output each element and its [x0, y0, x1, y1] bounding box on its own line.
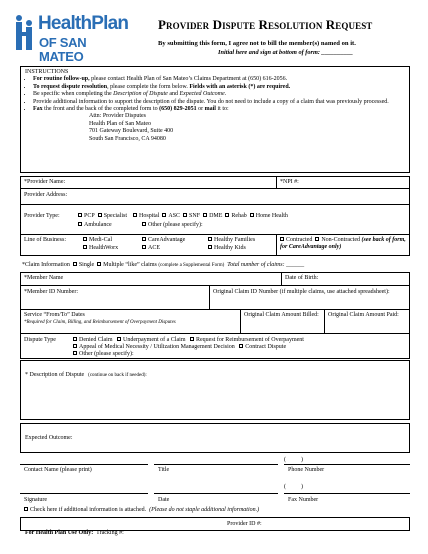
- denied-claim-checkbox[interactable]: Denied Claim: [73, 337, 113, 343]
- signature-field[interactable]: Signature: [24, 497, 47, 503]
- pcp-checkbox[interactable]: PCP: [78, 213, 95, 219]
- instruction-item: • Be specific when completing the Description of Dispute and Expected Outcome.: [33, 91, 405, 98]
- dme-checkbox[interactable]: DME: [203, 213, 222, 219]
- dispute-type-label: Dispute Type: [24, 337, 56, 343]
- snf-checkbox[interactable]: SNF: [183, 213, 200, 219]
- contract-dispute-checkbox[interactable]: Contract Dispute: [239, 344, 286, 350]
- service-dates-field[interactable]: Service “From/To” Dates: [24, 312, 85, 318]
- hospital-checkbox[interactable]: Hospital: [133, 213, 159, 219]
- additional-info-checkbox[interactable]: Check here if additional information is attached. (Please do not staple additional information.): [24, 507, 259, 514]
- reimbursement-checkbox[interactable]: Request for Reimbursement of Overpayment: [190, 337, 304, 343]
- page-subtitle: By submitting this form, I agree not to bill the member(s) named on it.: [158, 40, 356, 47]
- appeal-checkbox[interactable]: Appeal of Medical Necessity / Utilization Management Decision: [73, 344, 235, 350]
- provider-type-row1: [78, 213, 288, 220]
- logo-line2: OF SAN MATEO: [39, 35, 87, 64]
- fax-paren: ( ): [284, 484, 303, 490]
- npi-field[interactable]: *NPI #:: [280, 179, 299, 185]
- tracking-field[interactable]: Tracking #:: [96, 530, 124, 536]
- instruction-item: • For routine follow-up, please contact Health Plan of San Mateo’s Claims Department at (650) 616-2056.: [33, 76, 405, 83]
- page-title: Provider Dispute Resolution Request: [158, 17, 373, 32]
- phone-paren: ( ): [284, 457, 303, 463]
- expected-outcome-box[interactable]: Expected Outcome:: [20, 423, 410, 453]
- single-claim-checkbox[interactable]: Single: [73, 262, 94, 268]
- provider-name-field[interactable]: *Provider Name:: [24, 179, 66, 185]
- instructions-box: [20, 66, 410, 173]
- healthy-families-checkbox[interactable]: Healthy Families: [208, 237, 255, 244]
- fax-field[interactable]: Fax Number: [288, 497, 319, 503]
- instruction-item: • Fax the front and the back of the completed form to (650) 829-2051 or mail it to:: [33, 106, 405, 113]
- rehab-checkbox[interactable]: Rehab: [225, 213, 246, 219]
- title-field[interactable]: Title: [158, 467, 170, 473]
- instruction-item: • To request dispute resolution, please complete the form below. Fields with an asterisk (*) are required.: [33, 84, 405, 91]
- provider-address-field[interactable]: Provider Address:: [24, 192, 68, 198]
- specialist-checkbox[interactable]: Specialist: [98, 213, 127, 219]
- provider-type-other-checkbox[interactable]: Other (please specify):: [142, 222, 203, 229]
- logo-line1: HealthPlan: [38, 13, 129, 34]
- careadvantage-checkbox[interactable]: CareAdvantage: [142, 237, 185, 244]
- phone-field[interactable]: Phone Number: [288, 467, 325, 473]
- logo: [14, 12, 129, 64]
- dispute-other-checkbox[interactable]: Other (please specify):: [73, 351, 134, 358]
- multiple-claims-checkbox[interactable]: Multiple “like” claims: [97, 262, 157, 268]
- amount-paid-field[interactable]: Original Claim Amount Paid:: [328, 312, 399, 318]
- healthy-kids-checkbox[interactable]: Healthy Kids: [208, 245, 246, 252]
- dob-field[interactable]: Date of Birth:: [285, 275, 319, 281]
- underpayment-checkbox[interactable]: Underpayment of a Claim: [117, 337, 185, 343]
- member-name-field[interactable]: *Member Name: [24, 275, 64, 281]
- service-dates-note: *Required for Claim, Billing, and Reimbursement of Overpayment Disputes: [24, 320, 176, 325]
- contract-status: Contracted Non-Contracted (see back of form, for CareAdvantage only): [280, 237, 406, 251]
- contracted-checkbox[interactable]: Contracted: [280, 237, 312, 243]
- date-field[interactable]: Date: [158, 497, 170, 503]
- lob-label: Line of Business:: [24, 237, 66, 243]
- amount-billed-field[interactable]: Original Claim Amount Billed:: [244, 312, 319, 318]
- mailing-address: Attn: Provider Disputes Health Plan of San Mateo 701 Gateway Boulevard, Suite 400 South San Francisco, CA 94080: [89, 113, 174, 142]
- instructions-heading: INSTRUCTIONS: [25, 69, 69, 75]
- medi-cal-checkbox[interactable]: Medi-Cal: [83, 237, 112, 244]
- provider-type-label: Provider Type:: [24, 213, 60, 219]
- ambulance-checkbox[interactable]: Ambulance: [78, 222, 112, 229]
- asc-checkbox[interactable]: ASC: [162, 213, 180, 219]
- noncontracted-checkbox[interactable]: Non-Contracted: [315, 237, 360, 243]
- ace-checkbox[interactable]: ACE: [142, 245, 160, 252]
- logo-people-icon: [14, 14, 38, 52]
- health-plan-use-box: [20, 517, 410, 536]
- home-health-checkbox[interactable]: Home Health: [250, 213, 288, 219]
- member-id-field[interactable]: *Member ID Number:: [24, 289, 78, 295]
- healthworx-checkbox[interactable]: HealthWorx: [83, 245, 118, 252]
- initial-here: Initial here and sign at bottom of form: __________: [218, 49, 354, 56]
- description-box[interactable]: * Description of Dispute (continue on back if needed):: [20, 360, 410, 420]
- original-claim-id-field[interactable]: Original Claim ID Number (if multiple claims, use attached spreadsheet):: [213, 289, 390, 295]
- use-only-label: For Health Plan Use Only:: [25, 530, 94, 536]
- instruction-item: • Provide additional information to support the description of the dispute. You do not need to include a copy of a claim that was previously processed.: [33, 99, 405, 106]
- contact-name-field[interactable]: Contact Name (please print): [24, 467, 92, 473]
- claim-info-row: *Claim Information Single Multiple “like” claims (complete a Supplemental Form) Total number of claims: ______: [22, 262, 305, 268]
- instructions-list: [25, 76, 405, 113]
- provider-id-field[interactable]: Provider ID #:: [227, 521, 262, 527]
